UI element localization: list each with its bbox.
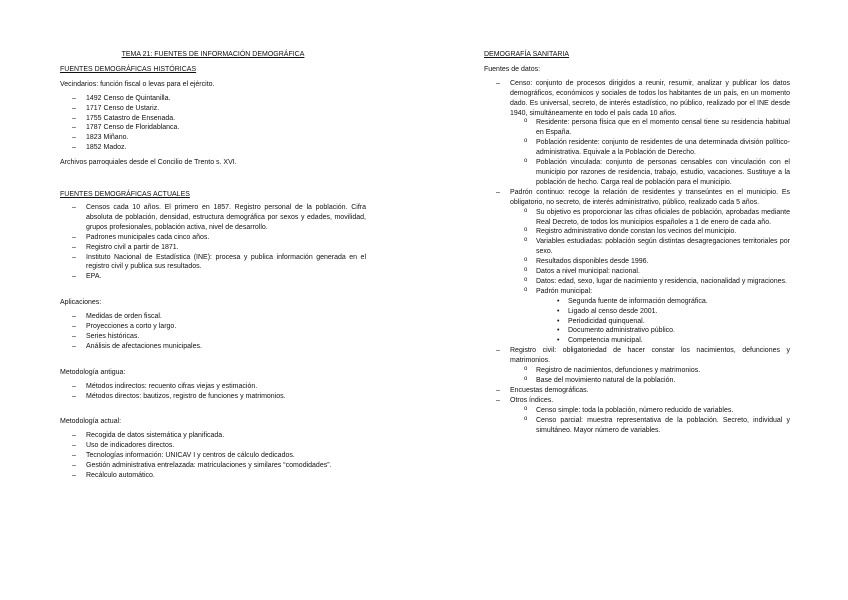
metodologia-antigua-list xyxy=(60,382,366,402)
list-item: – Registro civil a partir de 1871. xyxy=(60,243,366,253)
actuales-list xyxy=(60,203,366,282)
list-item: – Uso de indicadores directos. xyxy=(60,441,366,451)
section-heading-metodologia-actual: Metodología actual: xyxy=(60,418,122,426)
section-heading-demografia-sanitaria: DEMOGRAFÍA SANITARIA xyxy=(484,51,570,58)
bullet-item: • Competencia municipal. xyxy=(554,336,790,346)
padron-sublist xyxy=(510,208,790,347)
section-heading-metodologia-antigua: Metodología antigua: xyxy=(60,368,126,376)
section-heading-aplicaciones: Aplicaciones: xyxy=(60,299,102,307)
fuentes-intro: Fuentes de datos: xyxy=(484,65,541,73)
bullet-item: • Ligado al censo desde 2001. xyxy=(554,307,790,317)
padron-municipal-label: Padrón municipal: xyxy=(536,287,593,295)
registro-civil-text: Registro civil: obligatoriedad de hacer constar los nacimientos, defunciones y matrimonios. xyxy=(510,347,790,365)
sublist-item: o Resultados disponibles desde 1996. xyxy=(510,257,790,267)
sublist-item: o Variables estudiadas: población según distintas desagregaciones territoriales por sexo. xyxy=(510,237,790,257)
sublist-item: o Datos a nivel municipal: nacional. xyxy=(510,267,790,277)
list-item-padron xyxy=(484,188,790,347)
aplicaciones-list xyxy=(60,312,366,352)
sublist-item: o Su objetivo es proporcionar las cifras oficiales de población, aprobadas mediante Real Decreto, de todos los municipios españoles a 1 de enero de cada año. xyxy=(510,208,790,228)
bullet-item: • Segunda fuente de información demográfica. xyxy=(554,297,790,307)
metodologia-actual-list xyxy=(60,431,366,481)
historicas-list xyxy=(60,94,366,153)
section-heading-actuales: FUENTES DEMOGRÁFICAS ACTUALES xyxy=(60,191,190,199)
vecindarios-text: Vecindarios: función fiscal o levas para el ejército. xyxy=(60,80,215,88)
padron-text: Padrón continuo: recoge la relación de residentes y transeúntes en el municipio. Es obligatorio, no secreto, de interés administrativo, público, realizado cada 5 años. xyxy=(510,188,790,206)
bullet-item: • Documento administrativo público. xyxy=(554,326,790,336)
sublist-item: o Población vinculada: conjunto de personas censables con vinculación con el municipio por razones de residencia, trabajo, estudio, vacaciones. Sustituye a la población de hecho. Carga real de población para el municipio. xyxy=(510,158,790,188)
otros-indices-text: Otros índices. xyxy=(510,396,554,404)
sublist-item: o Base del movimiento natural de la población. xyxy=(510,376,790,386)
section-heading-historicas: FUENTES DEMOGRÁFICAS HISTÓRICAS xyxy=(60,65,197,73)
sublist-item: o Censo simple: toda la población, número reducido de variables. xyxy=(510,406,790,416)
right-column xyxy=(484,50,790,435)
padron-municipal-list xyxy=(536,297,790,347)
sublist-item: o Datos: edad, sexo, lugar de nacimiento y residencia, nacionalidad y migraciones. xyxy=(510,277,790,287)
list-item: – Recogida de datos sistemática y planificada. xyxy=(60,431,366,441)
list-item-censo xyxy=(484,79,790,188)
list-item: – 1852 Madoz. xyxy=(60,143,366,153)
list-item-otros-indices xyxy=(484,396,790,436)
list-item: – Análisis de afectaciones municipales. xyxy=(60,342,366,352)
censo-sublist xyxy=(510,118,790,187)
list-item: – Tecnologías información: UNICAV I y centros de cálculo dedicados. xyxy=(60,451,366,461)
archivos-text: Archivos parroquiales desde el Concilio de Trento s. XVI. xyxy=(60,159,237,167)
registro-civil-sublist xyxy=(510,366,790,386)
left-column xyxy=(60,50,366,481)
bullet-item: • Periodicidad quinquenal. xyxy=(554,317,790,327)
list-item: – Métodos indirectos: recuento cifras viejas y estimación. xyxy=(60,382,366,392)
list-item: – Instituto Nacional de Estadística (INE): procesa y publica información generada en el registro civil y publica sus resultados. xyxy=(60,253,366,273)
sublist-item: o Registro de nacimientos, defunciones y matrimonios. xyxy=(510,366,790,376)
list-item: – Proyecciones a corto y largo. xyxy=(60,322,366,332)
list-item-registro-civil xyxy=(484,346,790,386)
sublist-item-padron-municipal xyxy=(510,287,790,346)
document-title: TEMA 21: FUENTES DE INFORMACIÓN DEMOGRÁFICA xyxy=(121,51,305,58)
list-item: – Métodos directos: bautizos, registro de funciones y matrimonios. xyxy=(60,392,366,402)
list-item-encuestas: – Encuestas demográficas. xyxy=(484,386,790,396)
list-item: – Medidas de orden fiscal. xyxy=(60,312,366,322)
list-item: – Censos cada 10 años. El primero en 1857. Registro personal de la población. Cifra absoluta de población, densidad, estructura demográfica por sexos y edades, movilidad, grupos profesionales, población activa, nivel de desarrollo. xyxy=(60,203,366,233)
otros-indices-sublist xyxy=(510,406,790,436)
list-item: – 1755 Catastro de Ensenada. xyxy=(60,114,366,124)
list-item: – 1823 Miñano. xyxy=(60,133,366,143)
list-item: – 1787 Censo de Floridablanca. xyxy=(60,123,366,133)
sublist-item: o Censo parcial: muestra representativa de la población. Secreto, individual y simultáneo. Mayor número de variables. xyxy=(510,416,790,436)
list-item: – Padrones municipales cada cinco años. xyxy=(60,233,366,243)
list-item: – 1717 Censo de Ustariz. xyxy=(60,104,366,114)
sublist-item: o Residente: persona física que en el momento censal tiene su residencia habitual en España. xyxy=(510,118,790,138)
list-item: – 1492 Censo de Quintanilla. xyxy=(60,94,366,104)
list-item: – Gestión administrativa entrelazada: matriculaciones y similares “comodidades”. xyxy=(60,461,366,471)
sublist-item: o Registro administrativo donde constan los vecinos del municipio. xyxy=(510,227,790,237)
list-item: – Series históricas. xyxy=(60,332,366,342)
list-item: – Recálculo automático. xyxy=(60,471,366,481)
fuentes-list xyxy=(484,79,790,436)
sublist-item: o Población residente: conjunto de residentes de una determinada división político-administrativa. Equivale a la Población de Derecho. xyxy=(510,138,790,158)
list-item: – EPA. xyxy=(60,272,366,282)
censo-text: Censo: conjunto de procesos dirigidos a reunir, resumir, analizar y publicar los datos demográficos, económicos y sociales de todos los habitantes de un país, en un momento dado. Es universal, secreto, de interés estadístico, no público, realizado por el INE desde 1940, simultáneamente en todo el país cada 10 años. xyxy=(510,79,790,117)
